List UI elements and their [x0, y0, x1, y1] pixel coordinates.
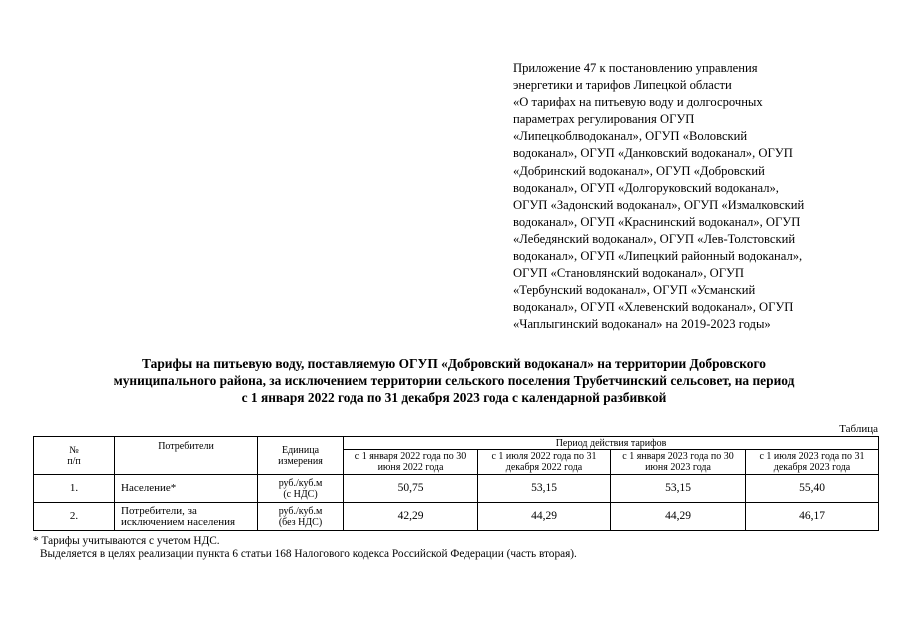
title-line: Тарифы на питьевую воду, поставляемую ОГУП «Добровский водоканал» на территории Добровского: [142, 356, 766, 371]
annex-line: «Тербунский водоканал», ОГУП «Усманский: [513, 283, 756, 298]
row-consumer: [115, 503, 258, 531]
consumer-line: исключением населения: [121, 515, 236, 528]
table-row: [34, 503, 879, 531]
row-unit: [258, 503, 344, 531]
annex-line: ОГУП «Задонский водоканал», ОГУП «Измалковский: [513, 197, 805, 212]
header-number-line: п/п: [67, 455, 81, 467]
annex-line: «Лебедянский водоканал», ОГУП «Лев-Толстовский: [513, 231, 796, 246]
annex-line: водоканал», ОГУП «Липецкий районный водоканал»,: [513, 249, 803, 264]
annex-line: «О тарифах на питьевую воду и долгосрочных: [513, 95, 763, 110]
period-line: с 1 января 2023 года по 30: [622, 451, 734, 462]
annex-line: «Липецкоблводоканал», ОГУП «Воловский: [513, 129, 748, 144]
consumer-line: Население*: [121, 482, 177, 494]
annex-line: водоканал», ОГУП «Долгоруковский водоканал»,: [513, 180, 779, 195]
period-line: с 1 января 2022 года по 30: [354, 451, 467, 462]
tariff-value: 53,15: [478, 475, 611, 503]
annex-line: энергетики и тарифов Липецкой области: [513, 78, 732, 93]
period-line: декабря 2023 года: [773, 462, 851, 473]
header-consumers: Потребители: [115, 437, 258, 475]
annex-line: водоканал», ОГУП «Хлевенский водоканал», ОГУП: [513, 300, 794, 315]
period-line: декабря 2022 года: [505, 462, 583, 473]
document-title: [30, 355, 878, 406]
tariff-value: 46,17: [746, 503, 879, 531]
tariff-value: 55,40: [746, 475, 879, 503]
annex-line: параметрах регулирования ОГУП: [513, 112, 695, 127]
period-line: июня 2023 года: [645, 462, 711, 473]
consumer-line: Потребители, за: [121, 504, 197, 517]
footnote-vat: * Тарифы учитываются с учетом НДС.: [33, 535, 220, 547]
tariff-value: 44,29: [478, 503, 611, 531]
annex-line: ОГУП «Становлянский водоканал», ОГУП: [513, 266, 745, 281]
annex-line: водоканал», ОГУП «Данковский водоканал», ОГУП: [513, 146, 793, 161]
period-line: июня 2022 года: [377, 462, 444, 473]
header-period-3: [611, 450, 746, 475]
row-unit: [258, 475, 344, 503]
tariff-table: [33, 436, 879, 531]
header-number-line: №: [69, 444, 79, 456]
period-line: с 1 июля 2023 года по 31: [759, 451, 865, 462]
annex-line: «Добринский водоканал», ОГУП «Добровский: [513, 163, 765, 178]
period-line: с 1 июля 2022 года по 31: [491, 451, 597, 462]
unit-line: (без НДС): [278, 516, 323, 528]
footnote-tax-code: Выделяется в целях реализации пункта 6 статьи 168 Налогового кодекса Российской Федерации (часть вторая).: [40, 548, 577, 560]
title-line: с 1 января 2022 года по 31 декабря 2023 года с календарной разбивкой: [241, 390, 667, 405]
annex-header: [513, 60, 873, 334]
tariff-value: 44,29: [611, 503, 746, 531]
header-number: [34, 437, 115, 475]
table-row: [34, 475, 879, 503]
tariff-value: 42,29: [344, 503, 478, 531]
header-period-1: [344, 450, 478, 475]
header-period: Период действия тарифов: [344, 437, 879, 450]
tariff-value: 53,15: [611, 475, 746, 503]
row-consumer: [115, 475, 258, 503]
header-unit-line: Единица: [281, 444, 320, 456]
annex-line: водоканал», ОГУП «Краснинский водоканал», ОГУП: [513, 214, 801, 229]
title-line: муниципального района, за исключением территории сельского поселения Трубетчинский сельсовет, на период: [113, 373, 795, 388]
unit-line: (с НДС): [283, 488, 318, 500]
row-number: 2.: [34, 503, 115, 531]
annex-line: Приложение 47 к постановлению управления: [513, 61, 758, 75]
header-unit: [258, 437, 344, 475]
annex-line: «Чаплыгинский водоканал» на 2019-2023 годы»: [513, 317, 771, 332]
header-period-2: [478, 450, 611, 475]
header-unit-line: измерения: [278, 455, 323, 467]
table-label: Таблица: [839, 423, 878, 435]
unit-line: руб./куб.м: [278, 477, 323, 489]
row-number: 1.: [34, 475, 115, 503]
header-period-4: [746, 450, 879, 475]
tariff-value: 50,75: [344, 475, 478, 503]
unit-line: руб./куб.м: [278, 505, 323, 517]
